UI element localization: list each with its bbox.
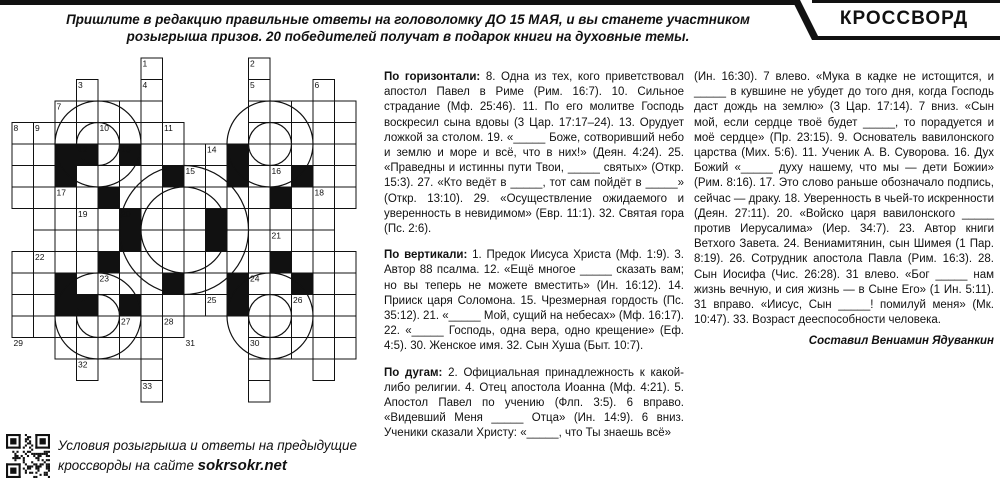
grid-block [98, 187, 120, 209]
grid-number: 33 [142, 381, 152, 391]
grid-cell [184, 187, 206, 209]
intro-text [58, 11, 758, 45]
grid-cell [184, 230, 206, 252]
grid-cell [55, 338, 77, 360]
grid-cell [12, 166, 34, 188]
grid-cell [141, 209, 163, 231]
grid-number: 32 [78, 359, 88, 370]
grid-block [55, 144, 77, 166]
grid-cell [335, 101, 357, 123]
grid-cell [335, 273, 357, 295]
grid-block [206, 209, 228, 231]
grid-cell [313, 123, 335, 145]
grid-cell [77, 101, 99, 123]
grid-cell [313, 295, 335, 317]
grid-cell [120, 273, 142, 295]
grid-cell [141, 316, 163, 338]
grid-cell [12, 273, 34, 295]
qr-code-icon [6, 434, 50, 478]
clues-area [384, 70, 994, 480]
down-text: 1. Предок Иисуса Христа (Мф. 1:9). 3. Автор 88 псалма. 12. «Ещё многое _____ сказать вам; но вы теперь не можете вместить» (Ин. 16:12). 14. Прииск царя Соломона. 15. Чрезмерная гордость (Пс. 35:12). 21. «_____ Мой, сущий на небесах» (Мф. 16:17). 22. «_____ Господь, одна вера, одно крещение» (Еф. 4:5). 30. Женское имя. 32. Сын Хуша (Быт. 10:7). [384, 249, 685, 353]
grid-cell [163, 230, 185, 252]
grid-cell [313, 230, 335, 252]
grid-cell [12, 295, 34, 317]
grid-number: 15 [185, 166, 195, 176]
grid-cells [12, 58, 356, 402]
clues-column-left [384, 70, 684, 442]
grid-cell [313, 338, 335, 360]
grid-cell [141, 273, 163, 295]
grid-cell [292, 123, 314, 145]
grid-cell [249, 166, 271, 188]
grid-number: 12 [78, 144, 88, 155]
arcs-text: 2. Официальная принадлежность к какой-либо религии. 4. Отец апостола Иоанна (Мф. 4:21). 5. Апостол Павел по учению (Флп. 3:5). 6 вправо. «Видевший Меня _____ Отца» (Ин. 14:9). 6 вниз. Ученики сказали Христу: «_____, что Ты знаешь всё» [384, 366, 685, 440]
grid-cell [292, 101, 314, 123]
grid-cell [313, 252, 335, 274]
grid-cell [313, 166, 335, 188]
grid-cell [98, 209, 120, 231]
footer-text [58, 436, 388, 476]
grid-cell [55, 209, 77, 231]
grid-cell [141, 230, 163, 252]
grid-cell [34, 230, 56, 252]
grid-cell [141, 187, 163, 209]
grid-cell [141, 144, 163, 166]
grid-cell [120, 101, 142, 123]
grid-cell [313, 359, 335, 381]
grid-cell [163, 295, 185, 317]
grid-cell [313, 273, 335, 295]
grid-number: 19 [78, 209, 88, 219]
grid-block [292, 273, 314, 295]
grid-number: 28 [164, 316, 174, 327]
footer-line-1: Условия розыгрыша и ответы на предыдущие [58, 438, 357, 453]
across-heading: По горизонтали: [384, 71, 481, 83]
grid-number: 7 [56, 101, 62, 112]
grid-cell [77, 338, 99, 360]
website-link[interactable]: sokrsokr.net [197, 457, 287, 474]
grid-cell [34, 316, 56, 338]
grid-cell [77, 273, 99, 295]
grid-number: 23 [99, 273, 109, 284]
grid-cell [249, 101, 271, 123]
arc-clues-continued: (Ин. 16:30). 7 влево. «Мука в кадке не истощится, и _____ в кувшине не убудет до того дня, когда Господь даст дождь на землю» (3 Цар. 17:14). 7 вниз. «Сын мой, если сердце твоё будет _____, то порадуется и моё сердце» (Пр. 23:15). 9. Основатель вавилонского царства (Мих. 5:6). 11. Ученик А. В. Суворова. 16. Дух Божий «_____ духу нашему, что мы — дети Божии» (Рим. 8:16). 17. Это слово раньше обозначало подпись, сейчас — драку. 18. Уверенность в чьей-то искренности (Деян. 27:11). 20. «Войско царя вавилонского _____ против Иерусалима» (Иер. 34:7). 23. Автор книги Ветхого Завета. 24. Вениамитянин, сын Шимея (1 Пар. 8:19). 26. Сотрудник апостола Павла (Рим. 16:3). 28. Сын Иосифа (Чис. 26:28). 31 влево. «Бог _____ нам жизнь вечную, и сия жизнь — в Сыне Его» (1 Ин. 5:11). 31 вправо. «Иисус, Сын _____! помилуй меня» (Мк. 10:47). 33. Возраст дееспособности человека. [694, 71, 994, 327]
grid-cell [163, 187, 185, 209]
across-clues [384, 70, 684, 237]
clues-column-right [694, 70, 994, 350]
grid-cell [34, 295, 56, 317]
section-title: КРОССВОРД [839, 8, 969, 29]
grid-cell [77, 187, 99, 209]
grid-number: 26 [293, 295, 303, 305]
grid-number: 6 [314, 80, 320, 90]
grid-number: 1 [142, 58, 148, 69]
grid-cell [292, 187, 314, 209]
grid-block [227, 273, 249, 295]
grid-cell [12, 187, 34, 209]
grid-cell [141, 101, 163, 123]
grid-cell [55, 123, 77, 145]
grid-number: 14 [207, 144, 217, 155]
footer-line-2: кроссворды на сайте [58, 458, 198, 473]
grid-cell [335, 252, 357, 274]
footer [4, 432, 384, 482]
grid-number: 20 [121, 209, 131, 219]
grid-cell [120, 338, 142, 360]
grid-block [292, 166, 314, 188]
crossword-grid [4, 52, 376, 432]
grid-cell [292, 338, 314, 360]
grid-cell [227, 187, 249, 209]
grid-cell [141, 338, 163, 360]
grid-cell [249, 252, 271, 274]
grid-cell [98, 166, 120, 188]
down-clues [384, 248, 684, 354]
grid-cell [141, 359, 163, 381]
grid-number: 3 [78, 80, 83, 90]
grid-cell [163, 252, 185, 274]
grid-cell [34, 273, 56, 295]
grid-cell [335, 123, 357, 145]
grid-cell [249, 381, 271, 403]
grid-cell [206, 166, 228, 188]
grid-cell [34, 166, 56, 188]
grid-cell [98, 338, 120, 360]
grid-cell [12, 316, 34, 338]
grid-number: 4 [142, 80, 148, 90]
grid-block [270, 187, 292, 209]
grid-number: 18 [314, 187, 324, 198]
grid-cell [163, 209, 185, 231]
grid-number: 10 [99, 123, 109, 133]
grid-number: 9 [35, 123, 40, 133]
grid-cell [34, 209, 56, 231]
grid-number: 13 [121, 144, 131, 155]
grid-cell [163, 144, 185, 166]
grid-block [270, 252, 292, 274]
grid-number: 5 [250, 80, 255, 90]
grid-number: 30 [250, 338, 260, 348]
grid-cell [77, 230, 99, 252]
grid-number: 22 [35, 252, 45, 262]
grid-cell [249, 359, 271, 381]
grid-cell [206, 273, 228, 295]
grid-cell [184, 252, 206, 274]
grid-cell [120, 166, 142, 188]
grid-block [55, 166, 77, 188]
author-credit: Составил Вениамин Ядуванкин [808, 335, 994, 348]
grid-cell [313, 101, 335, 123]
grid-cell [34, 144, 56, 166]
grid-cell [184, 209, 206, 231]
grid-block [98, 252, 120, 274]
grid-cell [313, 144, 335, 166]
grid-cell [34, 187, 56, 209]
intro-line-2: розыгрыша призов. 20 победителей получат в подарок книги на духовные темы. [126, 29, 690, 44]
grid-cell [77, 166, 99, 188]
grid-cell [141, 295, 163, 317]
grid-cell [184, 144, 206, 166]
arcs-heading: По дугам: [384, 366, 443, 379]
grid-cell [98, 101, 120, 123]
grid-number: 31 [185, 338, 195, 348]
grid-number: 24 [250, 273, 260, 284]
grid-block [227, 295, 249, 317]
grid-cell [55, 316, 77, 338]
grid-cell [98, 230, 120, 252]
grid-block [55, 295, 77, 317]
grid-cell [206, 252, 228, 274]
grid-block [227, 144, 249, 166]
grid-cell [335, 316, 357, 338]
grid-cell [335, 295, 357, 317]
grid-number: 25 [207, 295, 217, 305]
grid-cell [227, 252, 249, 274]
down-heading: По вертикали: [384, 249, 468, 262]
grid-cell [12, 252, 34, 274]
grid-cell [141, 123, 163, 145]
grid-cell [249, 187, 271, 209]
grid-cell [292, 252, 314, 274]
grid-block [120, 295, 142, 317]
grid-cell [55, 230, 77, 252]
grid-number: 17 [56, 187, 66, 198]
grid-cell [120, 252, 142, 274]
grid-number: 16 [271, 166, 281, 176]
grid-cell [249, 230, 271, 252]
grid-cell [270, 338, 292, 360]
grid-cell [335, 338, 357, 360]
grid-cell [270, 209, 292, 231]
grid-cell [270, 101, 292, 123]
grid-cell [206, 187, 228, 209]
grid-cell [335, 166, 357, 188]
grid-cell [141, 252, 163, 274]
arc-clues [384, 366, 684, 442]
grid-cell [141, 166, 163, 188]
grid-number: 21 [271, 230, 281, 241]
grid-cell [313, 316, 335, 338]
intro-line-1: Пришлите в редакцию правильные ответы на головоломку ДО 15 МАЯ, и вы станете участником [66, 12, 750, 27]
grid-cell [77, 252, 99, 274]
grid-cell [270, 273, 292, 295]
grid-block [206, 230, 228, 252]
grid-block [227, 166, 249, 188]
grid-number: 29 [13, 338, 23, 348]
grid-cell [12, 144, 34, 166]
grid-number: 2 [250, 58, 255, 69]
grid-number: 8 [13, 123, 19, 133]
grid-number: 11 [164, 123, 173, 133]
grid-cell [184, 295, 206, 317]
grid-cell [55, 252, 77, 274]
grid-cell [292, 209, 314, 231]
grid-number: 27 [121, 316, 131, 327]
grid-cell [292, 144, 314, 166]
grid-cell [335, 187, 357, 209]
grid-block [55, 273, 77, 295]
grid-cell [249, 209, 271, 231]
across-text: 8. Одна из тех, кого приветствовал апостол Павел в Риме (Рим. 16:7). 10. Сильное страдание (Мф. 25:46). 11. По его молитве Господь воскресил сына вдовы (3 Цар. 17:17–24). 13. Орудует ложкой за столом. 19. «_____ Боже, сотворивший небо и землю и море и всё, что в них!» (Деян. 4:24). 25. «Праведны и истинны пути Твои, _____ святых» (Откр. 15:3). 27. «Кто ведёт в _____, тот сам пойдёт в _____» (Откр. 13:10). 29. «Осуществление ожидаемого и уверенность в невидимом» (Евр. 11:1). 32. Святая гора (Пс. 2:6). [384, 71, 684, 236]
grid-cell [120, 187, 142, 209]
grid-cell [292, 230, 314, 252]
grid-cell [313, 209, 335, 231]
grid-cell [335, 144, 357, 166]
grid-cell [292, 316, 314, 338]
